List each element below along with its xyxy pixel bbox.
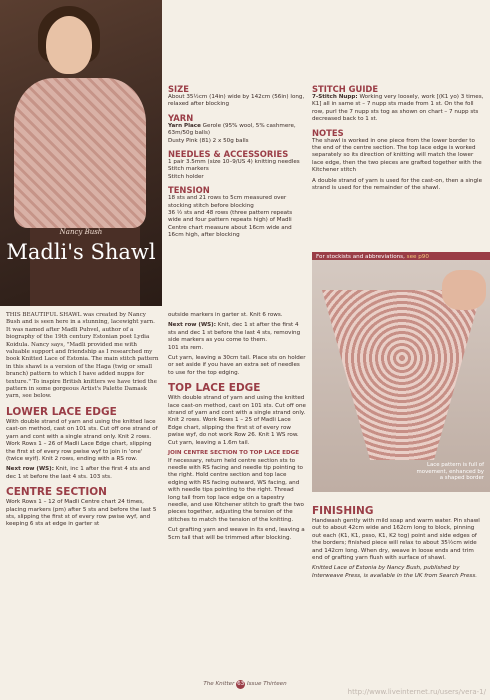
book-credit: Knitted Lace of Estonia by Nancy Bush, published by Interweave Press, is available in the UK from Search Press.: [312, 565, 478, 579]
size-text: About 35½cm (14in) wide by 142cm (56in) long, relaxed after blocking: [168, 94, 305, 108]
finishing-heading: FINISHING: [312, 505, 374, 517]
col2-text-2: Cut yarn, leaving a 30cm tail. Place sts on holder or set aside if you have an extra set of needles to use for the top edging.: [168, 355, 306, 376]
specs-column: [168, 80, 306, 243]
col2-text-3: Cut grafting yarn and weave in its end, leaving a 5cm tail that will be trimmed after blocking.: [168, 527, 305, 541]
photo-hand: [442, 270, 486, 310]
top-lace-edge-heading: TOP LACE EDGE: [168, 382, 261, 395]
tension-text: 18 sts and 21 rows to 5cm measured over stocking stitch before blocking 36 ½ sts and 48 rows (three pattern repeats wide and four pattern repeats high) of Madli Centre chart measure about 16cm wide and 16cm high, after blocking: [168, 195, 293, 239]
join-text: If necessary, return held centre section sts to needle with RS facing and needle tip pointing to the right. Hold centre section and top lace edging with RS facing outward, WS facing, and with needle tips pointing to the right. Thread long tail from top lace edge on a tapestry needle, and use Kitchener stitch to graft the two pieces together, adjusting the tension of the stitches to match the tension of the knitting.: [168, 457, 304, 523]
page-number: 63: [237, 681, 245, 687]
photo-caption: Lace pattern is full of movement, enhanced by a shaped border: [416, 462, 484, 482]
abbreviations-page: see p90: [406, 254, 429, 260]
photo-lace: [322, 290, 482, 460]
footer-magazine: The Knitter: [203, 681, 235, 687]
finishing-text: Handwash gently with mild soap and warm water. Pin shawl out to about 42cm wide and 162cm long to block, pinning out each (K1, K1, psso, K1, K2 tog) point and side edges of the borders; finished piece will relax to about 35½cm wide and 142cm long. When dry, weave in loose ends and trim end of grafting yarn flush with surface of shawl.: [312, 518, 480, 562]
centre-section-heading: CENTRE SECTION: [6, 486, 107, 499]
pattern-title: Madli's Shawl: [6, 240, 156, 264]
designer-name: Nancy Bush: [59, 228, 103, 236]
lower-lace-edge-text: With double strand of yarn and using the knitted lace cast-on method, cast on 101 sts. Cut off one strand of yarn and cont with a single strand only. Knit 2 rows. Work Rows 1 – 26 of Madli Lace Edge chart, slipping the first st of every row pwise wyf to join in 'one' (twice wyif). Knit 2 rows, ending with a RS row.: [6, 418, 158, 462]
col2-next-row: Next row (WS): Knit, dec 1 st after the first 4 sts and dec 1 st before the last 4 sts, removing side markers as you come to them. 101 sts rem.: [168, 322, 301, 351]
intro-text: THIS BEAUTIFUL SHAWL was created by Nancy Bush and is seen here in a stunning, lacewight yarn. It was named after Madli Puhvel, author of a biography of the 19th century Estonian poet Lydia Koidula. Nancy says, "Madli provided me with valuable support and friendship as I researched my book Knitted Lace of Estonia. The main stitch pattern in this shawl is a version of the Haga (twig or small branch) pattern to which I have added nupps for texture." To inspire British knitters we have tried the pattern in some gorgeous Artist's Palette Damask yarn, see below.: [6, 312, 159, 400]
finishing-column: [312, 500, 484, 583]
yarn-text: Yarn Place Gerole (95% wool, 5% cashmere, 63m/50g balls) Dusty Pink (81) 2 x 50g balls: [168, 122, 296, 144]
photo-face: [46, 16, 92, 74]
top-lace-edge-text: With double strand of yarn and using the knitted lace cast-on method, cast on 101 sts. Cut off one strand of yarn and cont with a single strand only. Knit 2 rows. Work Rows 1 – 25 of Madli Lace Edge chart, slipping the first st of every row pwise wyf, do not work Row 26. Knit 1 WS row. Cut yarn, leaving a 1.6m tail.: [168, 395, 306, 446]
abbreviations-bar: For stockists and abbreviations, see p90: [312, 252, 490, 262]
body-column-1: [6, 312, 160, 532]
notes-text-1: The shawl is worked in one piece from the lower border to the end of the centre section. The top lace edge is worked separately so its direction of knitting will match the lower lace edge, then the two pieces are grafted together with the Kitchener stitch: [312, 137, 482, 174]
size-heading: SIZE: [168, 84, 189, 94]
notes-heading: NOTES: [312, 127, 344, 138]
footer-issue: Issue Thirteen: [246, 681, 287, 687]
notes-column: [312, 80, 484, 195]
tension-heading: TENSION: [168, 185, 210, 196]
stitch-guide-heading: STITCH GUIDE: [312, 84, 379, 94]
notes-text-2: A double strand of yarn is used for the cast-on, then a single strand is used for the remainder of the shawl.: [312, 177, 483, 192]
col2-text-1: outside markers in garter st. Knit 6 rows.: [168, 312, 283, 318]
stitch-guide-text: 7-Stitch Nupp: Working very loosely, work [(K1 yo) 3 times, K1] all in same st – 7 nupp sts made from 1 st. On the foll row, purl the 7 nupp sts tog as shown on chart – 7 nupp sts decreased back to 1 st.: [312, 94, 484, 123]
yarn-heading: YARN: [168, 112, 194, 123]
lower-lace-edge-heading: LOWER LACE EDGE: [6, 405, 117, 418]
needles-heading: NEEDLES & ACCESSORIES: [168, 149, 289, 160]
join-heading: JOIN CENTRE SECTION TO TOP LACE EDGE: [168, 450, 300, 457]
photo-shawl: [14, 78, 146, 228]
centre-section-text: Work Rows 1 – 12 of Madli Centre chart 24 times, placing markers (pm) after 5 sts and before the last 5 sts, slipping the first st of every row pwise wyf, and keeping 6 sts at edge in garter st: [6, 499, 157, 528]
lower-lace-edge-next: Next row (WS): Knit, inc 1 after the first 4 sts and dec 1 st before the last 4 sts. 103 sts.: [6, 466, 150, 480]
lace-detail-photo: [312, 260, 490, 492]
body-column-2: [168, 312, 306, 545]
watermark: http://www.liveinternet.ru/users/vera-1/: [347, 688, 486, 696]
needles-text: 1 pair 3.5mm (size 10–9/US 4) knitting needles Stitch markers Stitch holder: [168, 159, 300, 180]
